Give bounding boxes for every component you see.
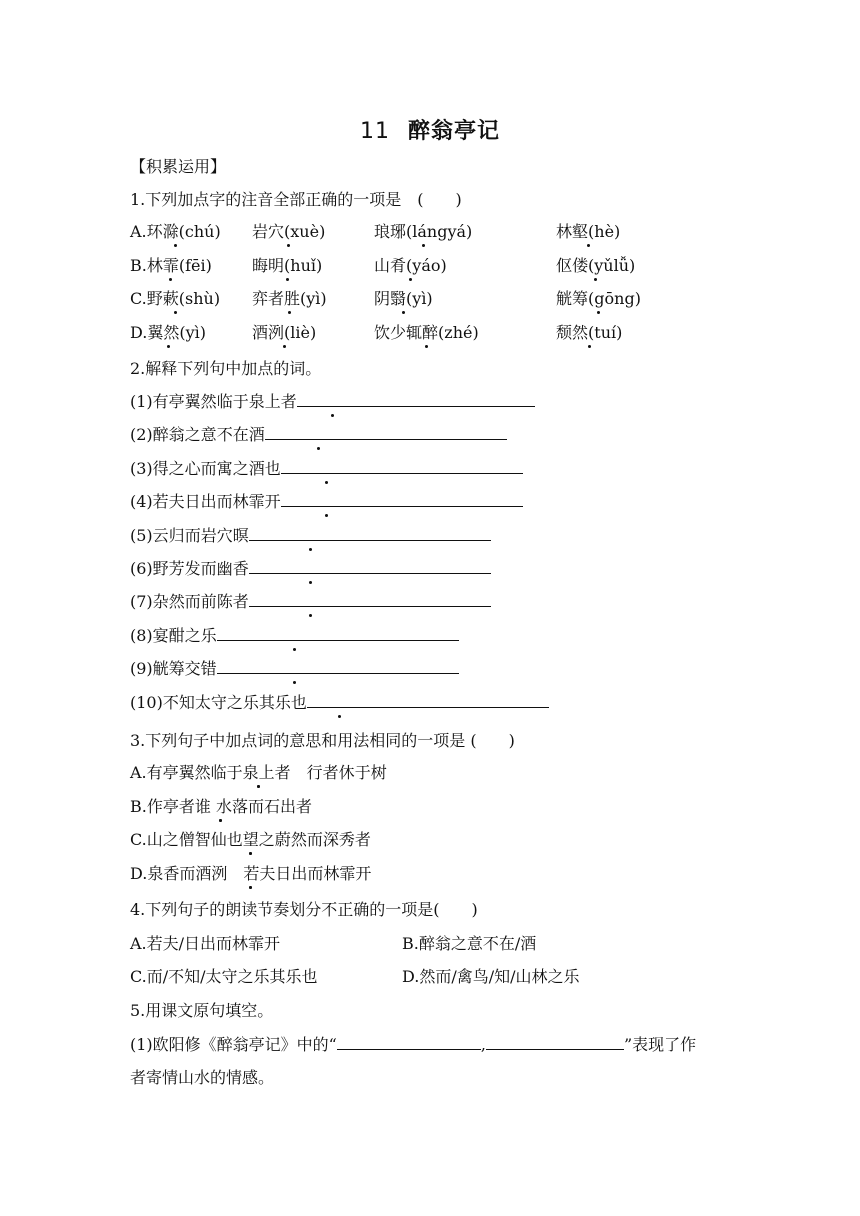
q5-item-1-post: ”表现了作: [623, 1035, 697, 1054]
q2-item: [130, 559, 491, 579]
q1-option-cell: [130, 323, 206, 343]
cell-text: (lángyá): [406, 222, 473, 241]
cell-text: (fēi): [178, 256, 212, 275]
cell-text: 明(huǐ): [268, 256, 323, 275]
emphasized-char: 于: [226, 763, 243, 782]
option-text: D.泉香: [130, 863, 180, 883]
emphasized-word: 错: [200, 659, 217, 679]
item-text: 不在酒: [216, 425, 265, 445]
q1-option-cell: [252, 256, 322, 276]
emphasized-char: 穴: [268, 222, 285, 241]
answer-blank[interactable]: [337, 1035, 481, 1050]
item-text: 香: [232, 559, 249, 578]
emphasized-word: 开: [264, 492, 281, 512]
emphasized-word: 意: [200, 425, 217, 445]
q4-stem: 4.下列句子的朗读节奏划分不正确的一项是( ): [130, 900, 478, 919]
answer-blank[interactable]: [249, 526, 491, 541]
cell-text: (liè): [284, 323, 317, 342]
emphasized-word: 酣: [168, 625, 185, 645]
emphasized-char: 壑: [572, 222, 589, 241]
item-text: 而岩穴暝: [184, 525, 249, 545]
cell-text: 觥: [556, 289, 573, 308]
emphasized-char: 而: [307, 863, 324, 883]
page-title: [0, 114, 860, 145]
cell-text: 酒: [252, 323, 269, 342]
section-label: 【积累运用】: [130, 157, 227, 176]
q3-stem: 3.下列句子中加点词的意思和用法相同的一项是 ( ): [130, 731, 515, 750]
cell-text: 岩: [252, 222, 269, 241]
emphasized-char: 琊: [390, 222, 407, 241]
item-text: 然而前陈者: [168, 592, 249, 612]
item-text: (5)云: [130, 525, 169, 545]
emphasized-char: 于: [354, 763, 371, 782]
q1-option-cell: [556, 323, 622, 343]
item-text: (1)有亭: [130, 392, 185, 411]
emphasized-char: 晦: [252, 256, 269, 275]
answer-blank[interactable]: [217, 659, 459, 674]
q2-item: [130, 459, 523, 479]
item-text: (9)觥筹交: [130, 659, 201, 679]
answer-blank[interactable]: [486, 1035, 624, 1050]
q4-option-a: A.若夫/日出而林霏开: [130, 934, 281, 953]
emphasized-char: 而: [179, 863, 196, 883]
cell-text: 然(yì): [163, 323, 207, 342]
q5-item-1-continued: 者寄情山水的情感。: [130, 1068, 275, 1087]
q1-option-cell: [252, 222, 325, 242]
cell-text: D.: [130, 323, 148, 342]
emphasized-char: 之: [162, 830, 179, 850]
option-text: 谁 水落而石出: [194, 796, 296, 816]
q1-option-cell: [556, 289, 641, 309]
answer-blank[interactable]: [249, 559, 491, 574]
q5-item-1: [130, 1035, 696, 1055]
emphasized-char: 弈: [252, 289, 269, 308]
emphasized-char: 之: [258, 830, 275, 850]
q3-option: [130, 864, 371, 884]
item-text: (2)醉翁之: [130, 425, 201, 445]
option-text: B.作亭: [130, 796, 179, 816]
cell-text: (hè): [588, 222, 621, 241]
cell-text: 然(tuí): [572, 323, 623, 342]
item-text: (6)野芳发而: [130, 559, 217, 578]
cell-text: 者胜(yì): [268, 289, 327, 308]
item-text: 之乐: [184, 625, 217, 645]
q5-stem: 5.用课文原句填空。: [130, 1001, 274, 1020]
q3-option: [130, 830, 371, 850]
q2-item: [130, 425, 507, 445]
q4-option-d: D.然而/禽鸟/知/山林之乐: [402, 967, 580, 986]
emphasized-char: 伛偻: [556, 256, 589, 275]
q1-option-cell: [374, 323, 479, 343]
emphasized-char: 辄: [406, 323, 423, 342]
answer-blank[interactable]: [265, 425, 507, 440]
q4-option-c: C.而/不知/太守之乐其乐也: [130, 967, 318, 986]
emphasized-char: 筹: [572, 289, 589, 308]
q1-option-cell: [374, 256, 447, 276]
q1-option-cell: [252, 289, 327, 309]
answer-blank[interactable]: [297, 392, 535, 407]
cell-text: (yì): [406, 289, 433, 308]
q4-option-b: B.醉翁之意不在/酒: [402, 934, 537, 953]
cell-text: (yáo): [406, 256, 447, 275]
cell-text: (gōng): [588, 289, 641, 308]
q1-option-cell: [130, 222, 221, 242]
emphasized-char: 滁: [162, 222, 179, 241]
cell-text: 醉(zhé): [422, 323, 479, 342]
emphasized-word: 幽: [216, 559, 233, 578]
answer-blank[interactable]: [307, 693, 549, 708]
item-text: 其乐也: [258, 692, 307, 712]
emphasized-word: 乐: [242, 692, 259, 712]
item-text: (4)若夫日出而林霏: [130, 492, 265, 512]
item-text: (8)宴: [130, 625, 169, 645]
emphasized-char: 肴: [390, 256, 407, 275]
cell-text: 林: [556, 222, 573, 241]
lesson-number: 11: [359, 119, 390, 144]
cell-text: (shù): [178, 289, 221, 308]
cell-text: 阴: [374, 289, 391, 308]
option-text: 僧智仙也望: [178, 830, 259, 850]
emphasized-word: 寓: [216, 458, 233, 478]
option-text: C.山: [130, 830, 163, 850]
emphasized-word: 归: [168, 525, 185, 545]
cell-text: B.林: [130, 256, 163, 275]
emphasized-char: 洌: [268, 323, 285, 342]
q2-item: [130, 693, 549, 713]
answer-blank[interactable]: [217, 626, 459, 641]
cell-text: A.环: [130, 222, 163, 241]
emphasized-word: 杂: [152, 592, 169, 612]
q1-option-cell: [252, 323, 316, 343]
emphasized-char: 颓: [556, 323, 573, 342]
lesson-title: 醉翁亭记: [407, 119, 500, 144]
option-text: 树: [370, 763, 387, 782]
q5-item-1-pre: (1)欧阳修《醉翁亭记》中的“: [130, 1035, 337, 1054]
q2-item: [130, 659, 459, 679]
q3-option: [130, 763, 387, 783]
answer-blank[interactable]: [281, 492, 523, 507]
cell-text: C.野: [130, 289, 163, 308]
q2-item: [130, 592, 491, 612]
emphasized-char: 蔌: [162, 289, 179, 308]
q1-option-cell: [374, 222, 472, 242]
item-text: 临于泉上者: [216, 392, 297, 411]
cell-text: 山: [374, 256, 391, 275]
emphasized-char: 翳: [390, 289, 407, 308]
option-text: 蔚然而深秀者: [274, 830, 371, 850]
emphasized-word: 翼然: [184, 392, 217, 411]
answer-blank[interactable]: [249, 592, 491, 607]
cell-text: 琅: [374, 222, 391, 241]
option-text: 林霏开: [323, 863, 372, 883]
item-text: (7): [130, 592, 153, 612]
emphasized-char: 翼: [147, 323, 164, 342]
q5-item-1-sep: ,: [480, 1035, 486, 1054]
item-text: (10)不知太守之: [130, 692, 243, 712]
q2-stem: 2.解释下列句中加点的词。: [130, 359, 322, 378]
emphasized-char: 者: [295, 796, 312, 816]
q2-item: [130, 626, 459, 646]
option-text: 酒洌 若夫日出: [195, 863, 308, 883]
q1-stem: 1.下列加点字的注音全部正确的一项是 ( ): [130, 190, 462, 209]
q2-item: [130, 492, 523, 512]
option-text: 泉上者 行者休: [242, 763, 355, 782]
answer-blank[interactable]: [281, 459, 523, 474]
item-text: (3)得之心而: [130, 458, 217, 478]
q1-option-cell: [374, 289, 433, 309]
emphasized-char: 霏: [162, 256, 179, 275]
q2-item: [130, 392, 535, 412]
q1-option-cell: [556, 222, 620, 242]
cell-text: (yǔlǚ): [588, 256, 636, 275]
item-text: 之酒也: [232, 458, 281, 478]
q1-option-cell: [556, 256, 635, 276]
q1-option-cell: [130, 289, 220, 309]
cell-text: 饮少: [374, 323, 407, 342]
q3-option: [130, 797, 312, 817]
q2-item: [130, 526, 491, 546]
cell-text: (chú): [178, 222, 221, 241]
option-text: A.有亭翼然临: [130, 763, 227, 782]
cell-text: (xuè): [284, 222, 326, 241]
emphasized-char: 者: [178, 796, 195, 816]
q1-option-cell: [130, 256, 212, 276]
